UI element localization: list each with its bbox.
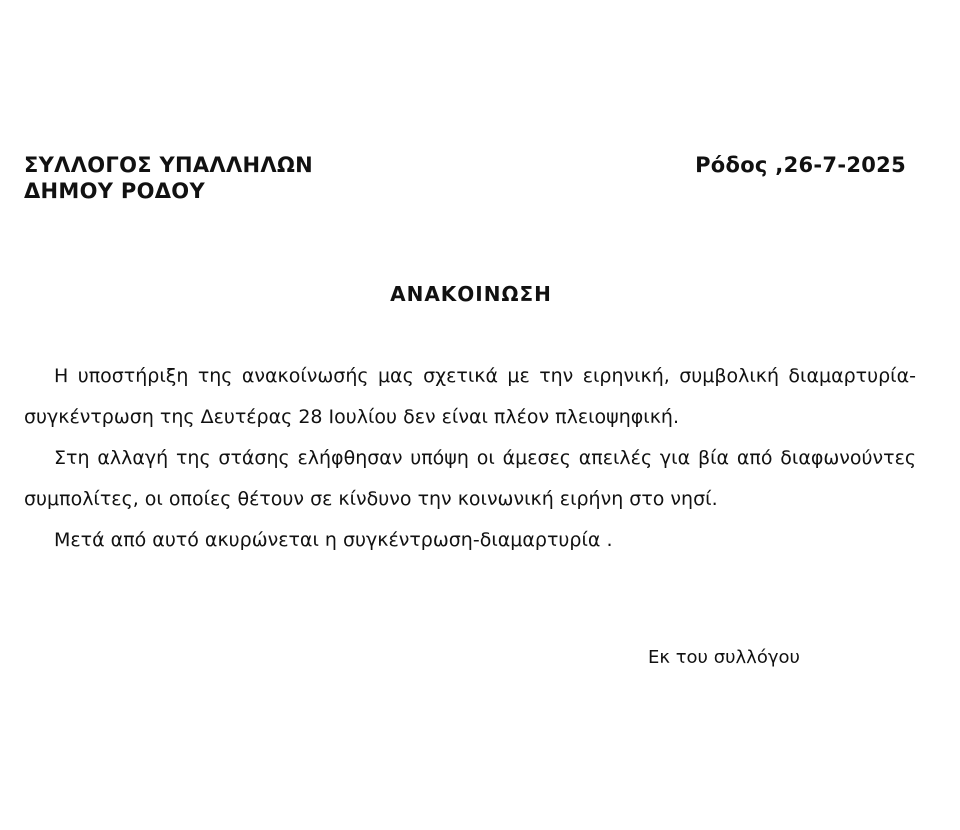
paragraph-3: Μετά από αυτό ακυρώνεται η συγκέντρωση-διαμαρτυρία . — [54, 529, 613, 551]
organization-line-1: ΣΥΛΛΟΓΟΣ ΥΠΑΛΛΗΛΩΝ — [24, 153, 313, 177]
document-title: ΑΝΑΚΟΙΝΩΣΗ — [390, 282, 552, 306]
paragraph-2: Στη αλλαγή της στάσης ελήφθησαν υπόψη οι άμεσες απειλές για βία από διαφωνούντες συμπολίτες, οι οποίες θέτουν σε κίνδυνο την κοινωνική ειρήνη στο νησί. — [24, 447, 916, 510]
organization-name — [24, 152, 313, 204]
announcement-body — [24, 356, 916, 561]
place-date: Ρόδος ,26-7-2025 — [695, 153, 906, 177]
organization-line-2: ΔΗΜΟΥ ΡΟΔΟΥ — [24, 179, 205, 203]
paragraph-1: Η υποστήριξη της ανακοίνωσής μας σχετικά με την ειρηνική, συμβολική διαμαρτυρία- συγκέντρωση της Δευτέρας 28 Ιουλίου δεν είναι πλέον πλειοψηφική. — [24, 365, 916, 428]
signature: Εκ του συλλόγου — [648, 647, 800, 668]
